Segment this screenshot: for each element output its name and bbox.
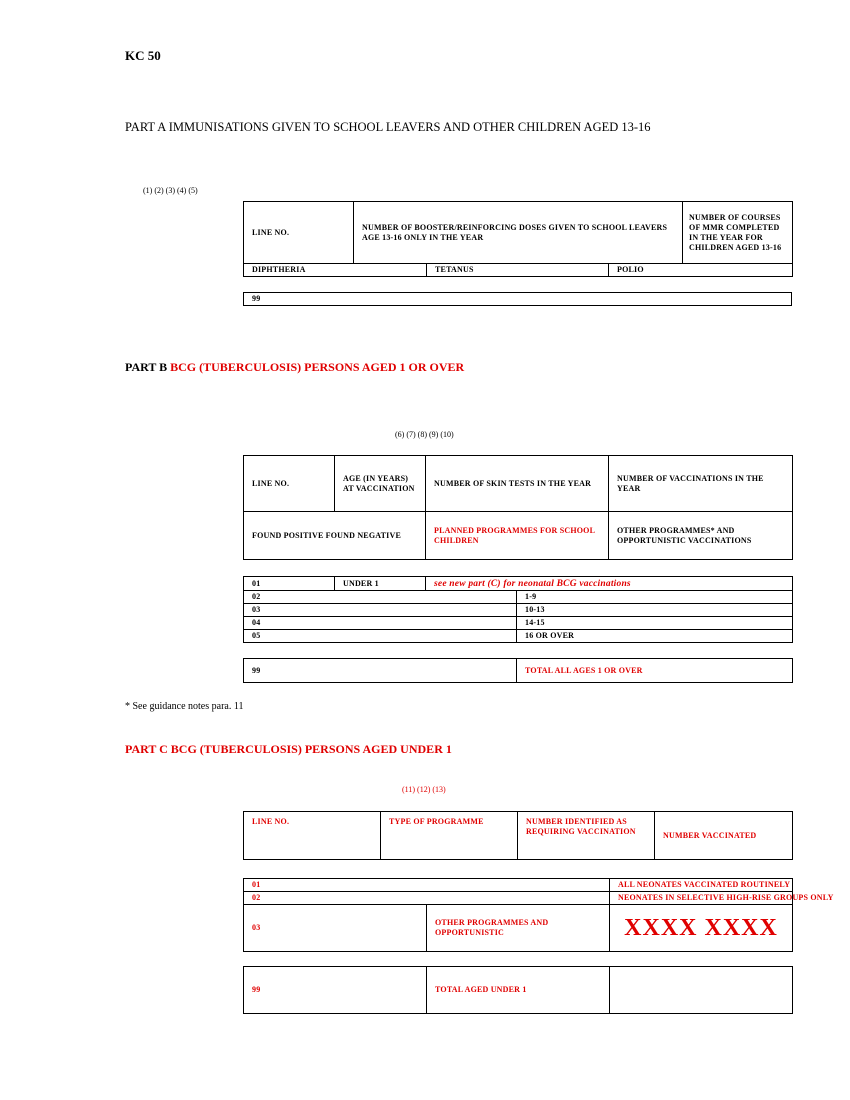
part-b-age-header: AGE (IN YEARS) AT VACCINATION (335, 456, 426, 512)
part-c-total-no: 99 (244, 967, 427, 1014)
part-a-tetanus-header: TETANUS (427, 264, 609, 277)
part-c-type-header: TYPE OF PROGRAMME (381, 812, 518, 860)
part-b-skin-tests-header: NUMBER OF SKIN TESTS IN THE YEAR (426, 456, 609, 512)
part-c-total-table (243, 966, 793, 1014)
part-c-row-03-no: 03 (244, 905, 427, 952)
part-a-title: PART A IMMUNISATIONS GIVEN TO SCHOOL LEAVERS AND OTHER CHILDREN AGED 13-16 (125, 120, 651, 134)
part-c-row-03-blocked: XXXX XXXX (610, 905, 793, 952)
part-c-header-table (243, 811, 793, 860)
part-c-total-value (610, 967, 793, 1014)
part-b-row-01-age: UNDER 1 (335, 577, 426, 591)
part-a-polio-header: POLIO (609, 264, 793, 277)
part-b-row-no: 05 (244, 630, 517, 643)
table-row (244, 591, 793, 604)
part-b-column-refs: (6) (7) (8) (9) (10) (395, 430, 454, 439)
part-b-row-01-note: see new part (C) for neonatal BCG vaccinations (426, 577, 793, 591)
part-b-row-no: 04 (244, 617, 517, 630)
table-row (244, 879, 793, 892)
part-b-row-age: 1-9 (517, 591, 793, 604)
part-c-identified-header: NUMBER IDENTIFIED AS REQUIRING VACCINATION (518, 812, 655, 860)
part-a-total-table (243, 292, 792, 306)
part-b-title-prefix: PART B (125, 360, 168, 374)
part-a-line-no-header: LINE NO. (244, 202, 354, 264)
part-b-data-table (243, 576, 793, 643)
part-a-column-refs: (1) (2) (3) (4) (5) (143, 186, 198, 195)
part-b-row-01-no: 01 (244, 577, 335, 591)
part-c-row-03-label: OTHER PROGRAMMES AND OPPORTUNISTIC (427, 905, 610, 952)
part-c-row-label: NEONATES IN SELECTIVE HIGH-RISE GROUPS ONLY (610, 892, 793, 905)
part-b-total-label: TOTAL ALL AGES 1 OR OVER (517, 659, 793, 683)
part-c-row-no: 02 (244, 892, 610, 905)
part-b-total-no: 99 (244, 659, 517, 683)
part-b-line-no-header: LINE NO. (244, 456, 335, 512)
part-c-row-no: 01 (244, 879, 610, 892)
part-c-row-label: ALL NEONATES VACCINATED ROUTINELY (610, 879, 793, 892)
part-b-found-header: FOUND POSITIVE FOUND NEGATIVE (244, 512, 426, 560)
part-c-column-refs: (11) (12) (13) (402, 785, 446, 794)
part-b-other-header: OTHER PROGRAMMES* AND OPPORTUNISTIC VACCINATIONS (609, 512, 793, 560)
table-row (244, 892, 793, 905)
part-c-data-table (243, 878, 834, 952)
part-c-title: PART C BCG (TUBERCULOSIS) PERSONS AGED UNDER 1 (125, 742, 452, 756)
part-b-row-age: 16 OR OVER (517, 630, 793, 643)
part-c-vaccinated-header: NUMBER VACCINATED (655, 812, 793, 860)
part-b-title-main: BCG (TUBERCULOSIS) PERSONS AGED 1 OR OVER (170, 360, 465, 374)
part-a-header-table (243, 201, 793, 277)
part-c-total-label: TOTAL AGED UNDER 1 (427, 967, 610, 1014)
part-b-row-age: 10-13 (517, 604, 793, 617)
part-b-footnote: * See guidance notes para. 11 (125, 701, 244, 712)
part-a-diphtheria-header: DIPHTHERIA (244, 264, 427, 277)
part-b-row-no: 03 (244, 604, 517, 617)
part-a-booster-header: NUMBER OF BOOSTER/REINFORCING DOSES GIVEN TO SCHOOL LEAVERS AGE 13-16 ONLY IN THE YEAR (354, 202, 683, 264)
part-b-title (125, 360, 464, 375)
part-b-total-table (243, 658, 793, 683)
part-b-vaccinations-header: NUMBER OF VACCINATIONS IN THE YEAR (609, 456, 793, 512)
part-a-mmr-header: NUMBER OF COURSES OF MMR COMPLETED IN THE YEAR FOR CHILDREN AGED 13-16 (683, 202, 793, 264)
part-b-row-age: 14-15 (517, 617, 793, 630)
table-row (244, 604, 793, 617)
table-row (244, 630, 793, 643)
part-a-total-line-no: 99 (244, 293, 792, 306)
part-b-row-no: 02 (244, 591, 517, 604)
part-b-header-table (243, 455, 793, 560)
part-b-planned-header: PLANNED PROGRAMMES FOR SCHOOL CHILDREN (426, 512, 609, 560)
part-c-line-no-header: LINE NO. (244, 812, 381, 860)
table-row (244, 617, 793, 630)
form-code: KC 50 (125, 48, 161, 63)
